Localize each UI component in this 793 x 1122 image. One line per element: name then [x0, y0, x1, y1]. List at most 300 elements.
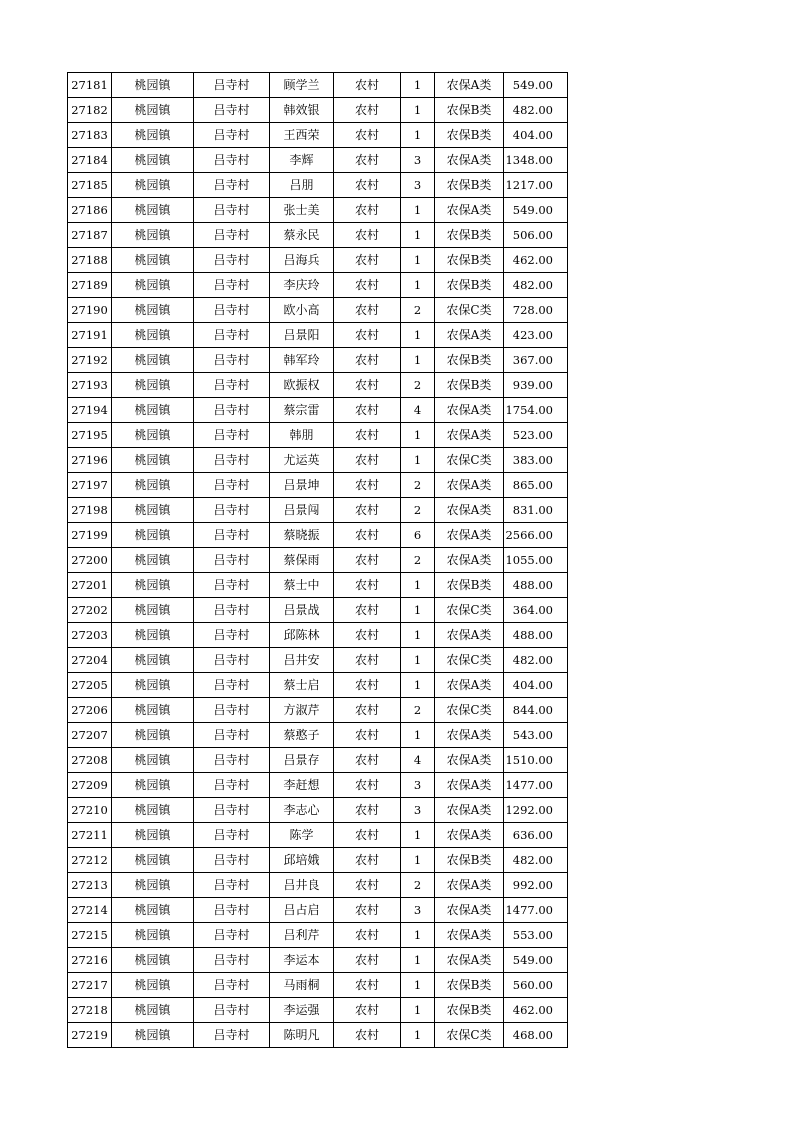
cell-count: 1	[401, 223, 435, 248]
cell-count: 2	[401, 873, 435, 898]
cell-amount: 462.00	[504, 248, 568, 273]
cell-name: 陈学	[270, 823, 334, 848]
cell-count: 3	[401, 148, 435, 173]
cell-count: 1	[401, 848, 435, 873]
cell-area: 农村	[334, 873, 401, 898]
cell-area: 农村	[334, 448, 401, 473]
cell-town: 桃园镇	[112, 548, 194, 573]
cell-area: 农村	[334, 298, 401, 323]
cell-village: 吕寺村	[194, 673, 270, 698]
cell-amount: 462.00	[504, 998, 568, 1023]
cell-id: 27192	[68, 348, 112, 373]
table-row	[68, 723, 568, 748]
cell-id: 27219	[68, 1023, 112, 1048]
cell-village: 吕寺村	[194, 98, 270, 123]
cell-name: 李运本	[270, 948, 334, 973]
data-table	[67, 72, 568, 1048]
cell-town: 桃园镇	[112, 723, 194, 748]
cell-village: 吕寺村	[194, 948, 270, 973]
table-row	[68, 1023, 568, 1048]
cell-amount: 560.00	[504, 973, 568, 998]
cell-name: 李赶想	[270, 773, 334, 798]
cell-area: 农村	[334, 773, 401, 798]
cell-amount: 482.00	[504, 848, 568, 873]
cell-count: 1	[401, 948, 435, 973]
cell-area: 农村	[334, 123, 401, 148]
cell-category: 农保C类	[435, 648, 504, 673]
table-row	[68, 923, 568, 948]
table-row	[68, 248, 568, 273]
cell-count: 1	[401, 123, 435, 148]
cell-village: 吕寺村	[194, 623, 270, 648]
cell-name: 韩军玲	[270, 348, 334, 373]
cell-area: 农村	[334, 723, 401, 748]
cell-town: 桃园镇	[112, 273, 194, 298]
cell-id: 27202	[68, 598, 112, 623]
cell-town: 桃园镇	[112, 198, 194, 223]
table-row	[68, 473, 568, 498]
cell-category: 农保A类	[435, 673, 504, 698]
cell-town: 桃园镇	[112, 673, 194, 698]
cell-village: 吕寺村	[194, 798, 270, 823]
cell-area: 农村	[334, 548, 401, 573]
cell-amount: 728.00	[504, 298, 568, 323]
cell-town: 桃园镇	[112, 398, 194, 423]
cell-name: 张士美	[270, 198, 334, 223]
cell-amount: 488.00	[504, 623, 568, 648]
cell-category: 农保A类	[435, 923, 504, 948]
cell-village: 吕寺村	[194, 173, 270, 198]
cell-town: 桃园镇	[112, 298, 194, 323]
cell-name: 欧小高	[270, 298, 334, 323]
cell-area: 农村	[334, 798, 401, 823]
cell-count: 1	[401, 598, 435, 623]
cell-amount: 423.00	[504, 323, 568, 348]
cell-category: 农保C类	[435, 598, 504, 623]
cell-area: 农村	[334, 348, 401, 373]
cell-count: 3	[401, 173, 435, 198]
cell-id: 27185	[68, 173, 112, 198]
cell-count: 1	[401, 73, 435, 98]
table-row	[68, 98, 568, 123]
cell-count: 1	[401, 98, 435, 123]
cell-village: 吕寺村	[194, 273, 270, 298]
cell-category: 农保A类	[435, 323, 504, 348]
cell-count: 1	[401, 998, 435, 1023]
cell-id: 27218	[68, 998, 112, 1023]
cell-area: 农村	[334, 848, 401, 873]
cell-area: 农村	[334, 498, 401, 523]
table-row	[68, 348, 568, 373]
cell-count: 1	[401, 923, 435, 948]
cell-category: 农保A类	[435, 623, 504, 648]
cell-town: 桃园镇	[112, 923, 194, 948]
cell-amount: 831.00	[504, 498, 568, 523]
cell-count: 1	[401, 448, 435, 473]
cell-category: 农保A类	[435, 873, 504, 898]
cell-village: 吕寺村	[194, 198, 270, 223]
cell-category: 农保A类	[435, 823, 504, 848]
table-row	[68, 298, 568, 323]
cell-town: 桃园镇	[112, 448, 194, 473]
cell-id: 27198	[68, 498, 112, 523]
cell-area: 农村	[334, 998, 401, 1023]
table-row	[68, 523, 568, 548]
cell-name: 吕井安	[270, 648, 334, 673]
cell-area: 农村	[334, 223, 401, 248]
cell-amount: 1292.00	[504, 798, 568, 823]
cell-village: 吕寺村	[194, 298, 270, 323]
cell-village: 吕寺村	[194, 398, 270, 423]
cell-count: 2	[401, 298, 435, 323]
cell-village: 吕寺村	[194, 873, 270, 898]
cell-count: 4	[401, 398, 435, 423]
cell-name: 邱培娥	[270, 848, 334, 873]
table-row	[68, 373, 568, 398]
cell-category: 农保B类	[435, 248, 504, 273]
cell-village: 吕寺村	[194, 248, 270, 273]
cell-amount: 468.00	[504, 1023, 568, 1048]
cell-count: 4	[401, 748, 435, 773]
cell-id: 27187	[68, 223, 112, 248]
cell-count: 3	[401, 773, 435, 798]
cell-count: 3	[401, 898, 435, 923]
cell-name: 邱陈林	[270, 623, 334, 648]
cell-village: 吕寺村	[194, 473, 270, 498]
cell-id: 27197	[68, 473, 112, 498]
cell-id: 27191	[68, 323, 112, 348]
cell-category: 农保A类	[435, 423, 504, 448]
cell-village: 吕寺村	[194, 923, 270, 948]
cell-id: 27199	[68, 523, 112, 548]
cell-name: 蔡士中	[270, 573, 334, 598]
cell-id: 27211	[68, 823, 112, 848]
cell-id: 27215	[68, 923, 112, 948]
cell-category: 农保A类	[435, 498, 504, 523]
table-row	[68, 748, 568, 773]
cell-count: 1	[401, 623, 435, 648]
cell-area: 农村	[334, 1023, 401, 1048]
cell-area: 农村	[334, 148, 401, 173]
cell-village: 吕寺村	[194, 123, 270, 148]
cell-category: 农保B类	[435, 973, 504, 998]
cell-name: 吕景存	[270, 748, 334, 773]
cell-category: 农保A类	[435, 798, 504, 823]
cell-village: 吕寺村	[194, 1023, 270, 1048]
cell-area: 农村	[334, 198, 401, 223]
cell-village: 吕寺村	[194, 898, 270, 923]
cell-name: 吕景坤	[270, 473, 334, 498]
cell-category: 农保B类	[435, 273, 504, 298]
cell-count: 1	[401, 348, 435, 373]
cell-amount: 482.00	[504, 648, 568, 673]
cell-count: 1	[401, 673, 435, 698]
cell-count: 1	[401, 423, 435, 448]
cell-village: 吕寺村	[194, 373, 270, 398]
cell-count: 1	[401, 273, 435, 298]
cell-amount: 543.00	[504, 723, 568, 748]
cell-category: 农保A类	[435, 73, 504, 98]
cell-category: 农保A类	[435, 198, 504, 223]
table-row	[68, 698, 568, 723]
cell-id: 27196	[68, 448, 112, 473]
cell-id: 27183	[68, 123, 112, 148]
cell-category: 农保A类	[435, 473, 504, 498]
table-row	[68, 148, 568, 173]
cell-village: 吕寺村	[194, 823, 270, 848]
cell-count: 1	[401, 973, 435, 998]
cell-village: 吕寺村	[194, 598, 270, 623]
table-row	[68, 848, 568, 873]
cell-amount: 1510.00	[504, 748, 568, 773]
cell-count: 1	[401, 323, 435, 348]
cell-count: 1	[401, 723, 435, 748]
cell-id: 27182	[68, 98, 112, 123]
table-row	[68, 73, 568, 98]
cell-name: 蔡憨子	[270, 723, 334, 748]
cell-area: 农村	[334, 623, 401, 648]
table-row	[68, 623, 568, 648]
cell-area: 农村	[334, 598, 401, 623]
cell-amount: 1754.00	[504, 398, 568, 423]
cell-town: 桃园镇	[112, 798, 194, 823]
cell-area: 农村	[334, 248, 401, 273]
cell-amount: 992.00	[504, 873, 568, 898]
cell-area: 农村	[334, 373, 401, 398]
cell-village: 吕寺村	[194, 973, 270, 998]
cell-town: 桃园镇	[112, 498, 194, 523]
cell-id: 27195	[68, 423, 112, 448]
cell-village: 吕寺村	[194, 498, 270, 523]
cell-area: 农村	[334, 573, 401, 598]
cell-category: 农保B类	[435, 173, 504, 198]
cell-amount: 553.00	[504, 923, 568, 948]
cell-category: 农保A类	[435, 723, 504, 748]
cell-name: 蔡宗雷	[270, 398, 334, 423]
cell-count: 1	[401, 248, 435, 273]
cell-town: 桃园镇	[112, 648, 194, 673]
cell-amount: 1477.00	[504, 773, 568, 798]
cell-amount: 523.00	[504, 423, 568, 448]
cell-area: 农村	[334, 73, 401, 98]
cell-name: 李辉	[270, 148, 334, 173]
cell-name: 吕海兵	[270, 248, 334, 273]
table-row	[68, 598, 568, 623]
cell-town: 桃园镇	[112, 598, 194, 623]
cell-name: 尤运英	[270, 448, 334, 473]
cell-id: 27194	[68, 398, 112, 423]
cell-village: 吕寺村	[194, 748, 270, 773]
cell-village: 吕寺村	[194, 848, 270, 873]
cell-name: 吕景阳	[270, 323, 334, 348]
table-row	[68, 998, 568, 1023]
cell-village: 吕寺村	[194, 348, 270, 373]
cell-town: 桃园镇	[112, 1023, 194, 1048]
cell-town: 桃园镇	[112, 373, 194, 398]
cell-village: 吕寺村	[194, 223, 270, 248]
table-row	[68, 948, 568, 973]
cell-village: 吕寺村	[194, 523, 270, 548]
cell-town: 桃园镇	[112, 248, 194, 273]
cell-name: 陈明凡	[270, 1023, 334, 1048]
cell-town: 桃园镇	[112, 973, 194, 998]
cell-amount: 364.00	[504, 598, 568, 623]
cell-id: 27188	[68, 248, 112, 273]
cell-town: 桃园镇	[112, 998, 194, 1023]
cell-town: 桃园镇	[112, 623, 194, 648]
cell-category: 农保A类	[435, 948, 504, 973]
cell-category: 农保B类	[435, 998, 504, 1023]
cell-count: 1	[401, 198, 435, 223]
cell-village: 吕寺村	[194, 423, 270, 448]
table-body	[68, 73, 568, 1048]
cell-count: 2	[401, 473, 435, 498]
cell-town: 桃园镇	[112, 873, 194, 898]
cell-area: 农村	[334, 98, 401, 123]
cell-id: 27210	[68, 798, 112, 823]
cell-town: 桃园镇	[112, 773, 194, 798]
cell-count: 2	[401, 498, 435, 523]
cell-town: 桃园镇	[112, 748, 194, 773]
cell-amount: 549.00	[504, 198, 568, 223]
cell-category: 农保A类	[435, 398, 504, 423]
cell-category: 农保A类	[435, 773, 504, 798]
cell-id: 27212	[68, 848, 112, 873]
table-row	[68, 323, 568, 348]
cell-amount: 482.00	[504, 273, 568, 298]
cell-count: 6	[401, 523, 435, 548]
cell-name: 李庆玲	[270, 273, 334, 298]
cell-category: 农保C类	[435, 298, 504, 323]
cell-id: 27207	[68, 723, 112, 748]
table-row	[68, 423, 568, 448]
table-row	[68, 198, 568, 223]
cell-amount: 549.00	[504, 948, 568, 973]
cell-category: 农保B类	[435, 123, 504, 148]
cell-town: 桃园镇	[112, 223, 194, 248]
cell-village: 吕寺村	[194, 998, 270, 1023]
cell-name: 蔡永民	[270, 223, 334, 248]
cell-amount: 404.00	[504, 673, 568, 698]
cell-count: 3	[401, 798, 435, 823]
table-row	[68, 823, 568, 848]
cell-name: 李运强	[270, 998, 334, 1023]
table-row	[68, 673, 568, 698]
cell-amount: 1055.00	[504, 548, 568, 573]
cell-id: 27203	[68, 623, 112, 648]
cell-village: 吕寺村	[194, 448, 270, 473]
cell-town: 桃园镇	[112, 123, 194, 148]
cell-area: 农村	[334, 973, 401, 998]
table-row	[68, 173, 568, 198]
cell-area: 农村	[334, 648, 401, 673]
cell-area: 农村	[334, 698, 401, 723]
cell-area: 农村	[334, 673, 401, 698]
table-row	[68, 273, 568, 298]
cell-id: 27217	[68, 973, 112, 998]
cell-amount: 488.00	[504, 573, 568, 598]
cell-name: 吕朋	[270, 173, 334, 198]
cell-category: 农保A类	[435, 898, 504, 923]
cell-village: 吕寺村	[194, 698, 270, 723]
cell-name: 韩效银	[270, 98, 334, 123]
cell-amount: 367.00	[504, 348, 568, 373]
cell-town: 桃园镇	[112, 823, 194, 848]
cell-area: 农村	[334, 948, 401, 973]
cell-village: 吕寺村	[194, 323, 270, 348]
cell-amount: 844.00	[504, 698, 568, 723]
cell-area: 农村	[334, 273, 401, 298]
cell-amount: 636.00	[504, 823, 568, 848]
cell-name: 顾学兰	[270, 73, 334, 98]
table-row	[68, 398, 568, 423]
table-row	[68, 573, 568, 598]
cell-category: 农保B类	[435, 223, 504, 248]
cell-id: 27190	[68, 298, 112, 323]
table-row	[68, 973, 568, 998]
cell-count: 1	[401, 1023, 435, 1048]
cell-name: 欧振权	[270, 373, 334, 398]
table-row	[68, 898, 568, 923]
cell-name: 吕井良	[270, 873, 334, 898]
cell-town: 桃园镇	[112, 73, 194, 98]
table-row	[68, 548, 568, 573]
cell-count: 2	[401, 548, 435, 573]
cell-area: 农村	[334, 748, 401, 773]
table-row	[68, 498, 568, 523]
cell-id: 27216	[68, 948, 112, 973]
cell-amount: 383.00	[504, 448, 568, 473]
cell-id: 27209	[68, 773, 112, 798]
cell-amount: 1348.00	[504, 148, 568, 173]
cell-category: 农保C类	[435, 698, 504, 723]
cell-id: 27186	[68, 198, 112, 223]
cell-village: 吕寺村	[194, 73, 270, 98]
cell-area: 农村	[334, 423, 401, 448]
cell-id: 27181	[68, 73, 112, 98]
cell-area: 农村	[334, 898, 401, 923]
cell-village: 吕寺村	[194, 648, 270, 673]
cell-amount: 2566.00	[504, 523, 568, 548]
cell-town: 桃园镇	[112, 348, 194, 373]
cell-id: 27184	[68, 148, 112, 173]
cell-town: 桃园镇	[112, 423, 194, 448]
cell-area: 农村	[334, 323, 401, 348]
cell-town: 桃园镇	[112, 898, 194, 923]
cell-id: 27205	[68, 673, 112, 698]
cell-area: 农村	[334, 173, 401, 198]
cell-town: 桃园镇	[112, 148, 194, 173]
cell-category: 农保B类	[435, 348, 504, 373]
cell-id: 27214	[68, 898, 112, 923]
cell-name: 蔡晓振	[270, 523, 334, 548]
cell-amount: 404.00	[504, 123, 568, 148]
cell-name: 吕占启	[270, 898, 334, 923]
cell-amount: 482.00	[504, 98, 568, 123]
cell-count: 2	[401, 698, 435, 723]
cell-town: 桃园镇	[112, 573, 194, 598]
cell-town: 桃园镇	[112, 698, 194, 723]
cell-town: 桃园镇	[112, 523, 194, 548]
cell-area: 农村	[334, 923, 401, 948]
cell-village: 吕寺村	[194, 773, 270, 798]
table-row	[68, 223, 568, 248]
cell-id: 27193	[68, 373, 112, 398]
cell-category: 农保B类	[435, 98, 504, 123]
cell-category: 农保A类	[435, 148, 504, 173]
cell-category: 农保B类	[435, 848, 504, 873]
cell-category: 农保A类	[435, 748, 504, 773]
